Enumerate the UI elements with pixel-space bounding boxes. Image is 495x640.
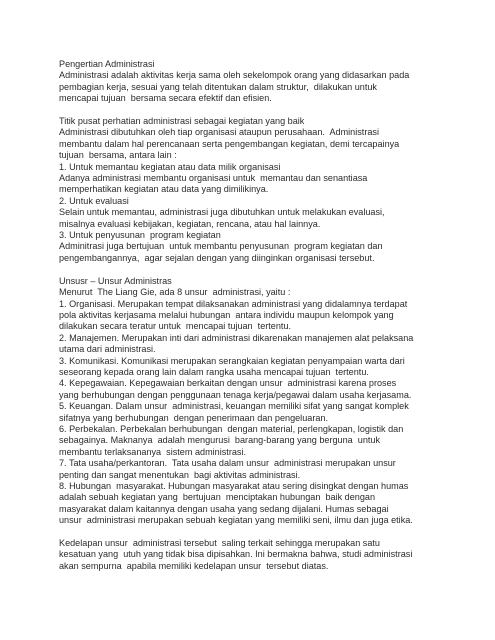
text-line: 2. Untuk evaluasi — [59, 195, 129, 206]
text-line: akan sempurna apabila memiliki kedelapan unsur tersebut diatas. — [59, 560, 329, 571]
text-line: Adminitrasi juga bertujuan untuk membantu penyusunan program kegiatan dan — [59, 241, 383, 252]
text-line: Menurut The Liang Gie, ada 8 unsur administrasi, yaitu : — [59, 287, 291, 298]
text-line: 7. Tata usaha/perkantoran. Tata usaha dalam unsur administrasi merupakan unsur — [59, 458, 396, 469]
text-line: Titik pusat perhatian administrasi sebagai kegiatan yang baik — [59, 116, 305, 127]
text-line: 3. Untuk penyusunan program kegiatan — [59, 230, 221, 241]
text-line: Adanya administrasi membantu organisasi untuk memantau dan senantiasa — [59, 173, 368, 184]
text-line: Selain untuk memantau, administrasi juga dibutuhkan untuk melakukan evaluasi, — [59, 207, 385, 218]
text-line: dilakukan secara teratur untuk mencapai tujuan tertentu. — [59, 321, 292, 332]
text-line: membantu dalam hal perencanaan serta pengembangan kegiatan, demi tercapainya — [59, 138, 400, 149]
text-line: sifatnya yang berhubungan dengan penerimaan dan pengeluaran. — [59, 412, 328, 423]
paragraph-gap — [59, 264, 449, 275]
text-line: 6. Perbekalan. Perbekalan berhubungan dengan material, perlengkapan, logistik dan — [59, 423, 404, 434]
text-line: 2. Manajemen. Merupakan inti dari administrasi dikarenakan manajemen alat pelaksana — [59, 332, 414, 343]
text-line: adalah sebuah kegiatan yang bertujuan menciptakan hubungan baik dengan — [59, 492, 376, 503]
text-line: seseorang kepada orang lain dalam rangka usaha mencapai tujuan tertentu. — [59, 366, 369, 377]
text-line: masyarakat dalam kaitannya dengan usaha yang sedang dijalani. Humas sebagai — [59, 503, 389, 514]
text-line: sebagainya. Maknanya adalah mengurusi barang-barang yang berguna untuk — [59, 435, 381, 446]
text-line: 5. Keuangan. Dalam unsur administrasi, keuangan memiliki sifat yang sangat komplek — [59, 401, 409, 412]
text-line: misalnya evaluasi kebijakan, kegiatan, rencana, atau hal lainnya. — [59, 218, 321, 229]
text-line: yang berhubungan dengan penggunaan tenaga kerja/pegawai dalam usaha kerjasama. — [59, 389, 412, 400]
text-line: 8. Hubungan masyarakat. Hubungan masyarakat atau sering disingkat dengan humas — [59, 481, 409, 491]
text-line: Unsusr – Unsur Administras — [59, 275, 172, 286]
text-line: Kedelapan unsur administrasi tersebut saling terkait sehingga merupakan satu — [59, 538, 380, 549]
text-line: 4. Kepegawaian. Kepegawaian berkaitan dengan unsur administrasi karena proses — [59, 378, 397, 389]
text-line: Administrasi adalah aktivitas kerja sama oleh sekelompok orang yang didasarkan pada — [59, 70, 410, 81]
document-body — [59, 59, 449, 572]
text-line: Administrasi dibutuhkan oleh tiap organisasi ataupun perusahaan. Administrasi — [59, 127, 379, 138]
text-line: pengembangannya, agar sejalan dengan yang diinginkan organisasi tersebut. — [59, 252, 375, 263]
text-line: 1. Untuk memantau kegiatan atau data milik organisasi — [59, 161, 281, 172]
paragraph-gap — [59, 105, 449, 116]
text-line: memperhatikan kegiatan atau data yang dimilikinya. — [59, 184, 269, 195]
paragraph-gap — [59, 527, 449, 538]
text-line: utama dari administrasi. — [59, 344, 156, 355]
text-line: Pengertian Administrasi — [59, 59, 155, 69]
text-line: membantu terlaksananya sistem administrasi. — [59, 446, 247, 457]
text-line: kesatuan yang utuh yang tidak bisa dipisahkan. Ini bermakna bahwa, studi administrasi — [59, 549, 413, 560]
text-line: pola aktivitas kerjasama melalui hubungan antara individu maupun kelompok yang — [59, 309, 394, 320]
text-line: penting dan sangat menentukan bagi aktivitas administrasi. — [59, 469, 301, 480]
text-line: 3. Komunikasi. Komunikasi merupakan serangkaian kegiatan penyampaian warta dari — [59, 355, 405, 366]
text-line: tujuan bersama, antara lain : — [59, 150, 177, 161]
text-line: mencapai tujuan bersama secara efektif dan efisien. — [59, 93, 272, 104]
text-line: 1. Organisasi. Merupakan tempat dilaksanakan administrasi yang didalamnya terdapat — [59, 298, 408, 309]
text-line: unsur administrasi merupakan sebuah kegiatan yang memiliki seni, ilmu dan juga etika. — [59, 515, 413, 526]
text-line: pembagian kerja, sesuai yang telah ditentukan dalam struktur, dilakukan untuk — [59, 81, 377, 92]
